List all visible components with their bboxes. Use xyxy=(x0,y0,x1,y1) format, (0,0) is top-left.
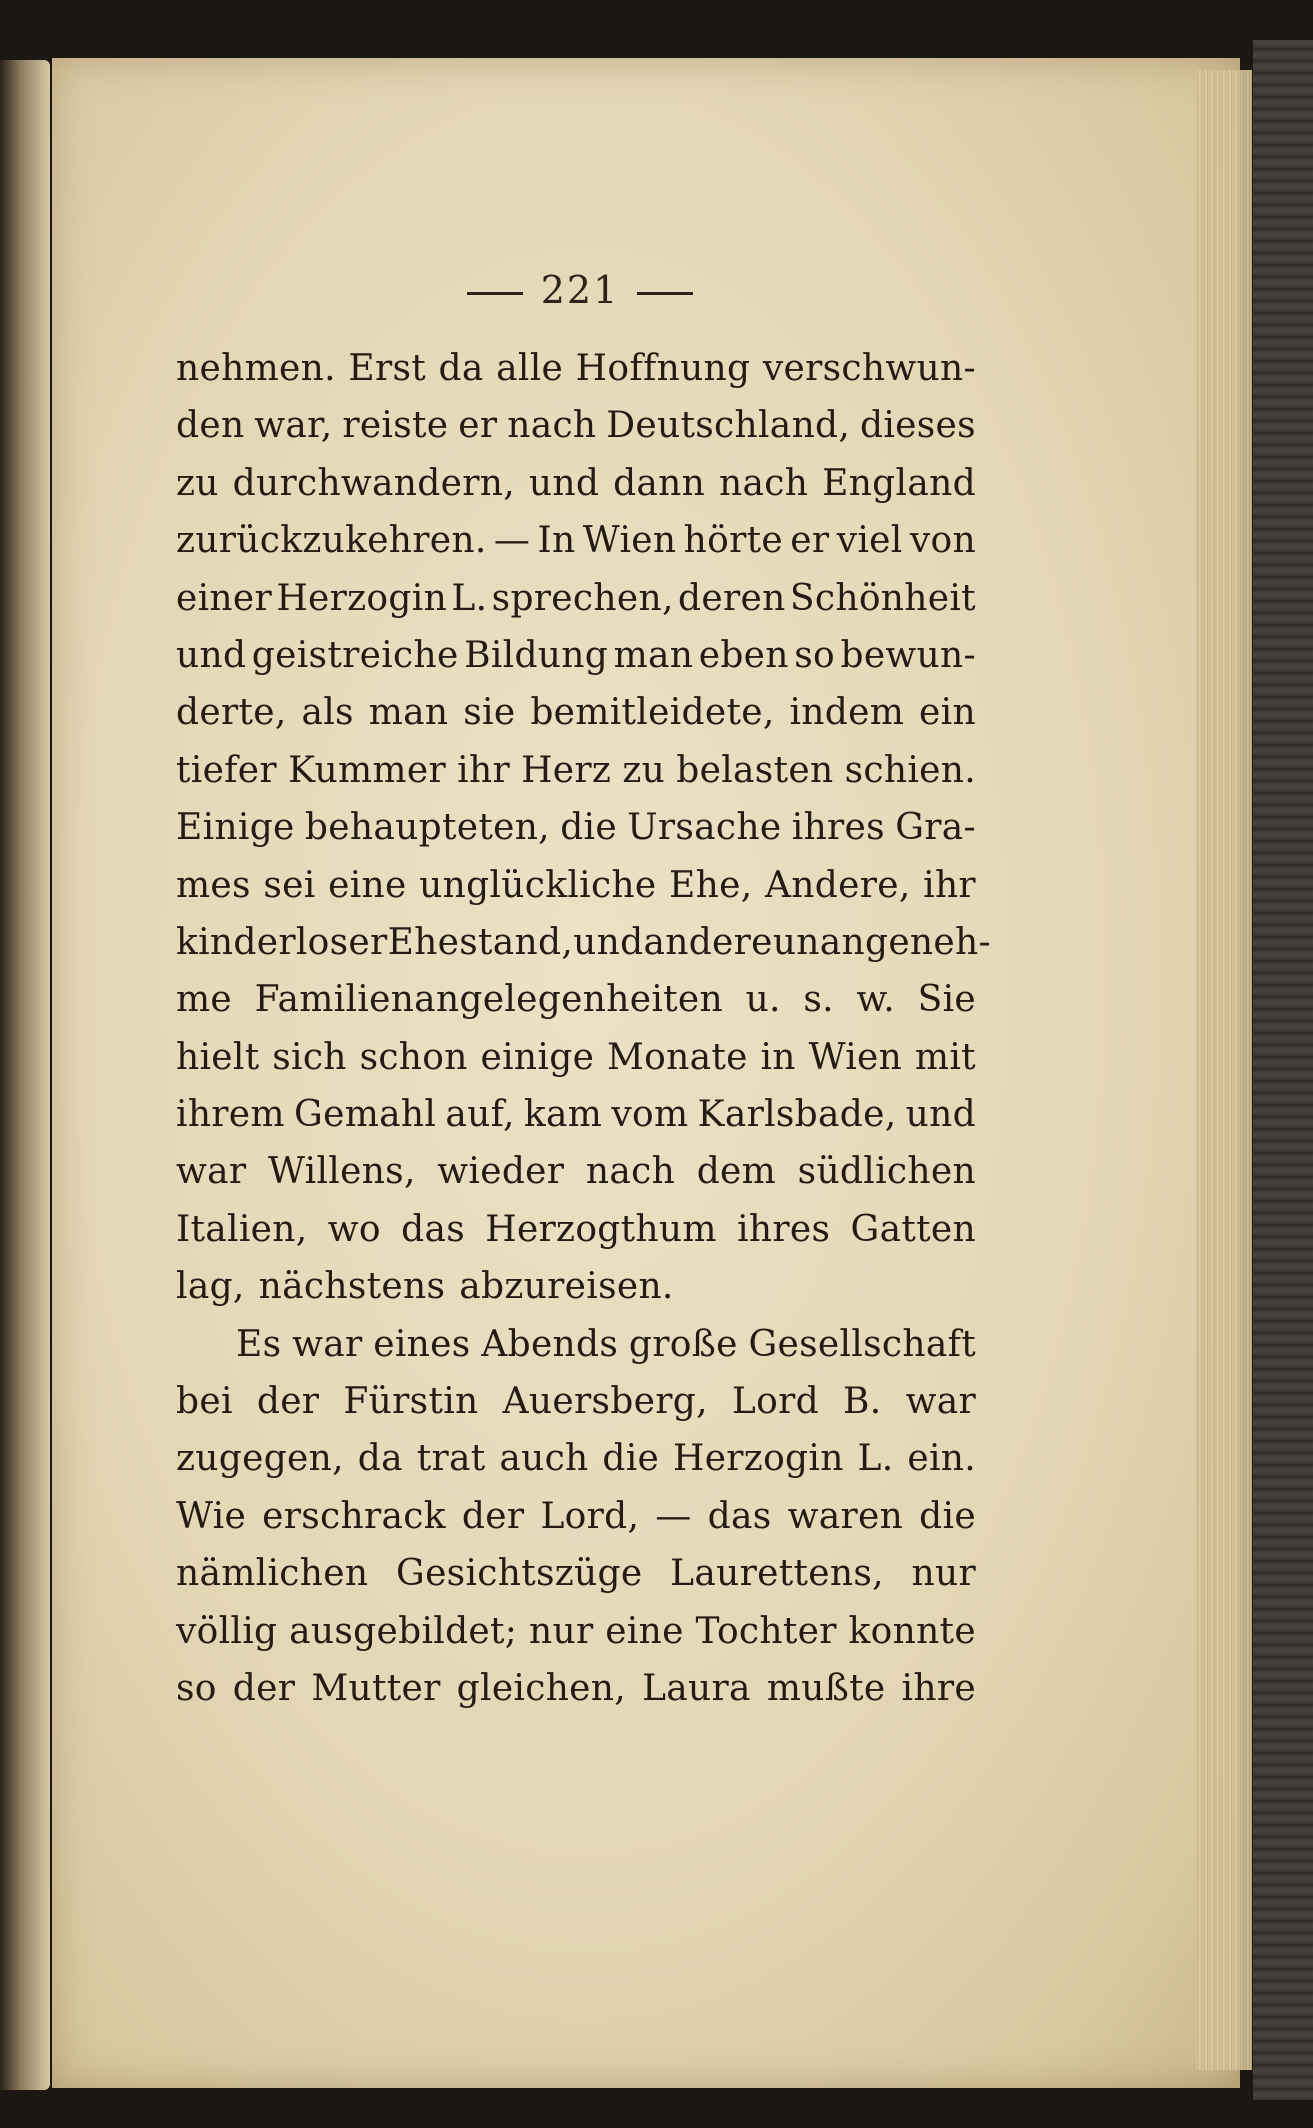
word: nach xyxy=(719,462,809,504)
word: Andere, xyxy=(765,864,911,906)
text-line xyxy=(176,1603,976,1660)
word: u. xyxy=(745,979,781,1021)
text-line xyxy=(176,397,976,454)
word: so xyxy=(794,634,835,676)
text-line xyxy=(176,857,976,914)
word: behaupteten, xyxy=(304,807,550,849)
word: England xyxy=(822,462,976,504)
word: da xyxy=(357,1438,403,1480)
word: nur xyxy=(911,1553,976,1595)
word: mit xyxy=(914,1036,976,1078)
word: da xyxy=(438,348,484,389)
word: Lord, xyxy=(540,1495,640,1537)
word: ihres xyxy=(791,807,885,849)
word: zugegen, xyxy=(176,1438,344,1480)
word: L. xyxy=(857,1438,894,1480)
word: waren xyxy=(787,1495,904,1537)
word: trat xyxy=(416,1438,486,1480)
word: Karlsbade, xyxy=(697,1094,897,1136)
word: Kummer xyxy=(288,749,446,791)
word: die xyxy=(602,1438,660,1480)
word: me xyxy=(176,979,233,1021)
word: Mutter xyxy=(311,1667,441,1709)
word: hielt xyxy=(176,1036,260,1078)
word: belasten xyxy=(676,749,834,791)
word: bei xyxy=(176,1381,233,1423)
word: war, xyxy=(254,405,333,447)
word: Ehe, xyxy=(669,864,753,906)
word: Herzogin xyxy=(276,577,448,619)
word: einige xyxy=(480,1036,595,1078)
word: ihr xyxy=(923,864,976,906)
word: — xyxy=(493,520,531,562)
word: der xyxy=(256,1381,320,1423)
word: große xyxy=(628,1323,738,1365)
word: In xyxy=(537,520,576,562)
word: war xyxy=(176,1151,247,1193)
body-text xyxy=(176,340,991,1717)
word: sprechen, xyxy=(491,577,674,619)
text-line xyxy=(176,1029,976,1086)
word: indem xyxy=(789,692,905,734)
word: ihrem xyxy=(176,1094,285,1136)
text-line xyxy=(176,914,991,971)
text-line xyxy=(176,627,976,684)
word: so xyxy=(176,1667,217,1709)
page-stack-edge xyxy=(1196,70,1252,2070)
word: das xyxy=(401,1208,465,1250)
word: Hoffnung xyxy=(575,348,751,389)
text-line xyxy=(176,1258,976,1315)
word: B. xyxy=(843,1381,882,1423)
word: der xyxy=(232,1667,296,1709)
word: sich xyxy=(272,1036,347,1078)
word: Abends xyxy=(481,1323,619,1365)
word: ihre xyxy=(901,1667,976,1709)
word: schon xyxy=(359,1036,468,1078)
word: von xyxy=(909,520,976,562)
text-line xyxy=(176,742,976,799)
word: unglückliche xyxy=(419,864,657,906)
word: ein xyxy=(919,692,976,734)
word: sei xyxy=(263,864,316,906)
word: viel xyxy=(836,520,903,562)
word: ein. xyxy=(907,1438,976,1480)
word: w. xyxy=(856,979,896,1021)
word: lag, xyxy=(176,1266,245,1308)
word: nämlichen xyxy=(176,1553,369,1595)
word: die xyxy=(560,807,617,849)
word: s. xyxy=(803,979,834,1021)
word: tiefer xyxy=(176,749,277,791)
word: hörte xyxy=(683,520,783,562)
text-line xyxy=(176,1488,976,1545)
word: den xyxy=(176,405,245,447)
word: nach xyxy=(585,1151,676,1193)
word: und xyxy=(528,462,600,504)
facing-page-edge xyxy=(0,60,50,2090)
word: er xyxy=(458,405,498,447)
word: Herz xyxy=(521,749,612,791)
word: — xyxy=(655,1495,692,1537)
word: in xyxy=(760,1036,796,1078)
word: Wie xyxy=(176,1495,247,1537)
word: mes xyxy=(176,864,251,906)
word: unangeneh- xyxy=(772,921,991,963)
word: als xyxy=(301,692,354,734)
word: durchwandern, xyxy=(232,462,515,504)
text-line xyxy=(176,1143,976,1200)
word: Ehestand, xyxy=(387,921,574,963)
word: Es xyxy=(236,1323,282,1365)
header-dash-right xyxy=(637,292,693,295)
word: auch xyxy=(499,1438,589,1480)
word: das xyxy=(707,1495,772,1537)
word: Wien xyxy=(808,1036,903,1078)
word: Gesellschaft xyxy=(748,1323,976,1365)
word: war xyxy=(905,1381,976,1423)
word: Sie xyxy=(917,979,976,1021)
word: ihres xyxy=(737,1208,831,1250)
word: Deutschland, xyxy=(606,405,851,447)
text-line xyxy=(176,1373,976,1430)
word: eine xyxy=(605,1610,684,1652)
word: man xyxy=(368,692,449,734)
text-line xyxy=(176,1086,976,1143)
word: und xyxy=(573,921,644,963)
word: Auersberg, xyxy=(502,1381,708,1423)
page-number: 221 xyxy=(540,268,620,312)
word: kinderloser xyxy=(176,921,388,963)
word: Tochter xyxy=(695,1610,837,1652)
word: Italien, xyxy=(176,1208,308,1250)
word: Gesichtszüge xyxy=(396,1553,643,1595)
word: reiste xyxy=(342,405,449,447)
word: derte, xyxy=(176,692,287,734)
word: eine xyxy=(328,864,407,906)
word: dieses xyxy=(860,405,976,447)
word: andere xyxy=(643,921,773,963)
word: geistreiche xyxy=(251,634,459,676)
text-line xyxy=(176,799,976,856)
word: und xyxy=(176,634,247,676)
word: Herzogin xyxy=(673,1438,844,1480)
book-cover-edge xyxy=(1253,40,1313,2100)
word: und xyxy=(905,1094,976,1136)
word: Gatten xyxy=(850,1208,976,1250)
text-line xyxy=(176,1316,976,1373)
word: L. xyxy=(451,577,488,619)
word: zu xyxy=(622,749,666,791)
word: erschrack xyxy=(262,1495,446,1537)
word: zu xyxy=(176,462,219,504)
word: zurückzukehren. xyxy=(176,520,487,562)
word: nur xyxy=(528,1610,594,1652)
header-dash-left xyxy=(467,292,523,295)
word: gleichen, xyxy=(456,1667,627,1709)
word: konnte xyxy=(848,1610,976,1652)
word: Laura xyxy=(642,1667,751,1709)
text-line xyxy=(176,455,976,512)
word: kam xyxy=(523,1094,603,1136)
text-line xyxy=(176,570,976,627)
word: man xyxy=(613,634,694,676)
word: verschwun- xyxy=(762,348,976,389)
word: Erst xyxy=(348,348,427,389)
word: war xyxy=(292,1323,363,1365)
text-line xyxy=(176,512,976,569)
word: Wien xyxy=(582,520,677,562)
text-line xyxy=(176,1545,976,1602)
word: nächstens xyxy=(258,1266,446,1308)
word: Gemahl xyxy=(294,1094,437,1136)
word: ihr xyxy=(457,749,510,791)
word: ausgebildet; xyxy=(289,1610,518,1652)
word: Laurettens, xyxy=(670,1553,884,1595)
word: Familienangelegenheiten xyxy=(254,979,723,1021)
page-number-header xyxy=(440,268,720,312)
word: eben xyxy=(698,634,789,676)
word: dann xyxy=(613,462,706,504)
word: Fürstin xyxy=(343,1381,479,1423)
word: südlichen xyxy=(797,1151,976,1193)
word: wo xyxy=(327,1208,381,1250)
word: deren xyxy=(678,577,786,619)
word: Herzogthum xyxy=(485,1208,717,1250)
word: nehmen. xyxy=(176,348,336,389)
word: sie xyxy=(463,692,516,734)
word: einer xyxy=(176,577,273,619)
word: Monate xyxy=(606,1036,748,1078)
word: er xyxy=(790,520,830,562)
text-line xyxy=(176,684,976,741)
word: mußte xyxy=(766,1667,886,1709)
word: vom xyxy=(611,1094,689,1136)
text-line xyxy=(176,1430,976,1487)
word: dem xyxy=(696,1151,777,1193)
word: Einige xyxy=(176,807,295,849)
word: Gra- xyxy=(895,807,976,849)
word: bemitleidete, xyxy=(530,692,775,734)
word: abzureisen. xyxy=(459,1266,674,1308)
word: Ursache xyxy=(627,807,782,849)
word: Bildung xyxy=(464,634,609,676)
word: Lord xyxy=(731,1381,819,1423)
word: auf, xyxy=(445,1094,515,1136)
word: eines xyxy=(373,1323,471,1365)
word: nach xyxy=(507,405,597,447)
word: die xyxy=(919,1495,976,1537)
word: schien. xyxy=(844,749,976,791)
word: wieder xyxy=(437,1151,565,1193)
word: alle xyxy=(496,348,564,389)
text-line xyxy=(176,971,976,1028)
word: der xyxy=(461,1495,525,1537)
text-line xyxy=(176,340,976,397)
word: Schönheit xyxy=(789,577,976,619)
word: völlig xyxy=(176,1610,278,1652)
text-line xyxy=(176,1660,976,1717)
text-line xyxy=(176,1201,976,1258)
word: bewun- xyxy=(840,634,976,676)
word: Willens, xyxy=(267,1151,416,1193)
